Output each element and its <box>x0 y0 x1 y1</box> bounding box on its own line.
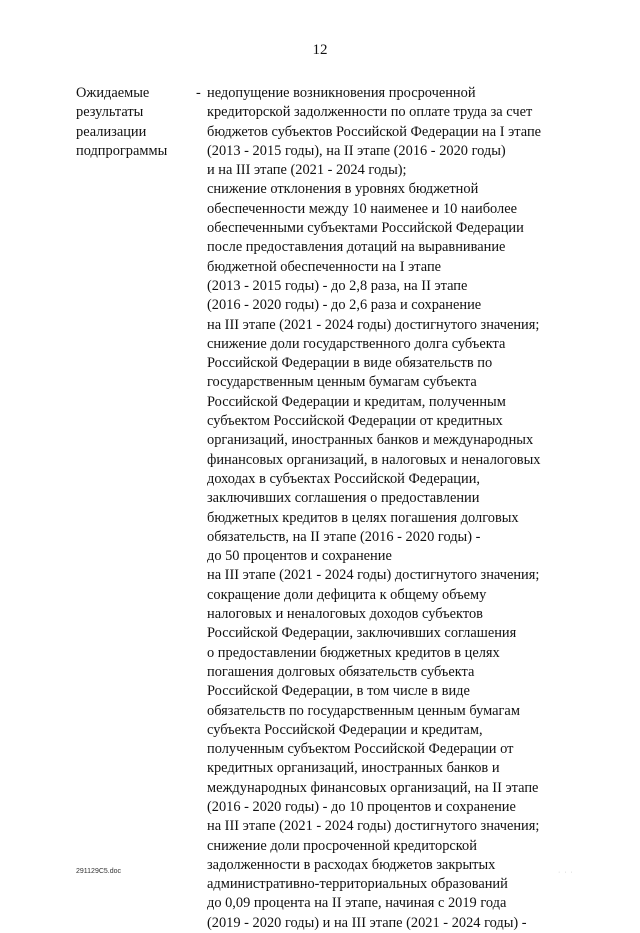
content-line: (2019 - 2020 годы) и на III этапе (2021 - 2024 годы) - <box>207 914 527 931</box>
content-line: доходах в субъектах Российской Федерации, <box>207 470 480 487</box>
content-line: снижение доли государственного долга субъекта <box>207 335 506 352</box>
content-line: до 0,09 процента на II этапе, начиная с 2019 года <box>207 895 507 912</box>
content-line: снижение доли просроченной кредиторской <box>207 837 477 854</box>
content-line: заключивших соглашения о предоставлении <box>207 490 480 507</box>
content-line: кредиторской задолженности по оплате труда за счет <box>207 104 533 121</box>
page-number: 12 <box>312 42 328 58</box>
content-line: субъектом Российской Федерации от кредитных <box>207 413 503 430</box>
content-line: финансовых организаций, в налоговых и неналоговых <box>207 451 541 468</box>
content-line: после предоставления дотаций на выравнивание <box>207 239 506 256</box>
content-line: о предоставлении бюджетных кредитов в целях <box>207 644 500 661</box>
content-line: обеспеченными субъектами Российской Федерации <box>207 220 524 237</box>
content-line: и на III этапе (2021 - 2024 годы); <box>207 162 407 179</box>
content-line: сокращение доли дефицита к общему объему <box>207 586 487 603</box>
row-label-line: подпрограммы <box>76 142 168 159</box>
document-code: 291129C5.doc <box>76 868 122 875</box>
content-line: (2013 - 2015 годы) - до 2,8 раза, на II этапе <box>207 277 468 294</box>
content-line: международных финансовых организаций, на II этапе <box>207 779 539 796</box>
row-label-line: Ожидаемые <box>76 85 150 101</box>
content-line: обеспеченности между 10 наименее и 10 наиболее <box>207 200 518 217</box>
content-line: государственным ценным бумагам субъекта <box>207 374 477 391</box>
content-line: снижение отклонения в уровнях бюджетной <box>207 181 479 198</box>
content-line: обязательств по государственным ценным бумагам <box>207 702 520 719</box>
content-line: бюджетов субъектов Российской Федерации на I этапе <box>207 123 542 140</box>
content-line: Российской Федерации в виде обязательств по <box>207 355 493 372</box>
content-line: полученным субъектом Российской Федерации от <box>207 741 514 758</box>
row-label <box>76 84 206 161</box>
content-line: административно-территориальных образований <box>207 876 508 893</box>
content-line: недопущение возникновения просроченной <box>207 85 476 101</box>
content-line: на III этапе (2021 - 2024 годы) достигнутого значения; <box>207 316 540 333</box>
content-line: погашения долговых обязательств субъекта <box>207 663 475 680</box>
content-line: налоговых и неналоговых доходов субъектов <box>207 606 483 623</box>
content-line: на III этапе (2021 - 2024 годы) достигнутого значения; <box>207 818 540 835</box>
content-line: кредитных организаций, иностранных банков и <box>207 760 500 777</box>
content-line: до 50 процентов и сохранение <box>207 548 392 565</box>
content-line: (2016 - 2020 годы) - до 2,6 раза и сохранение <box>207 297 482 314</box>
content-line: организаций, иностранных банков и международных <box>207 432 534 449</box>
content-line: задолженности в расходах бюджетов закрытых <box>207 856 496 873</box>
content-line: Российской Федерации, заключивших соглашения <box>207 625 517 642</box>
footer-mark: · · · <box>558 869 574 876</box>
row-label-line: результаты <box>76 104 144 121</box>
row-label-line: реализации <box>76 123 147 140</box>
content-line: Российской Федерации и кредитам, полученным <box>207 393 506 410</box>
content-line: Российской Федерации, в том числе в виде <box>207 683 470 700</box>
bullet-dash: - <box>196 85 201 101</box>
content-line: бюджетных кредитов в целях погашения долговых <box>207 509 519 526</box>
content-line: субъекта Российской Федерации и кредитам, <box>207 721 483 738</box>
content-line: на III этапе (2021 - 2024 годы) достигнутого значения; <box>207 567 540 584</box>
content-line: (2016 - 2020 годы) - до 10 процентов и сохранение <box>207 798 516 815</box>
content-line: (2013 - 2015 годы), на II этапе (2016 - 2020 годы) <box>207 142 506 159</box>
row-content <box>207 84 577 933</box>
content-line: обязательств, на II этапе (2016 - 2020 годы) - <box>207 528 481 545</box>
content-line: бюджетной обеспеченности на I этапе <box>207 258 442 275</box>
